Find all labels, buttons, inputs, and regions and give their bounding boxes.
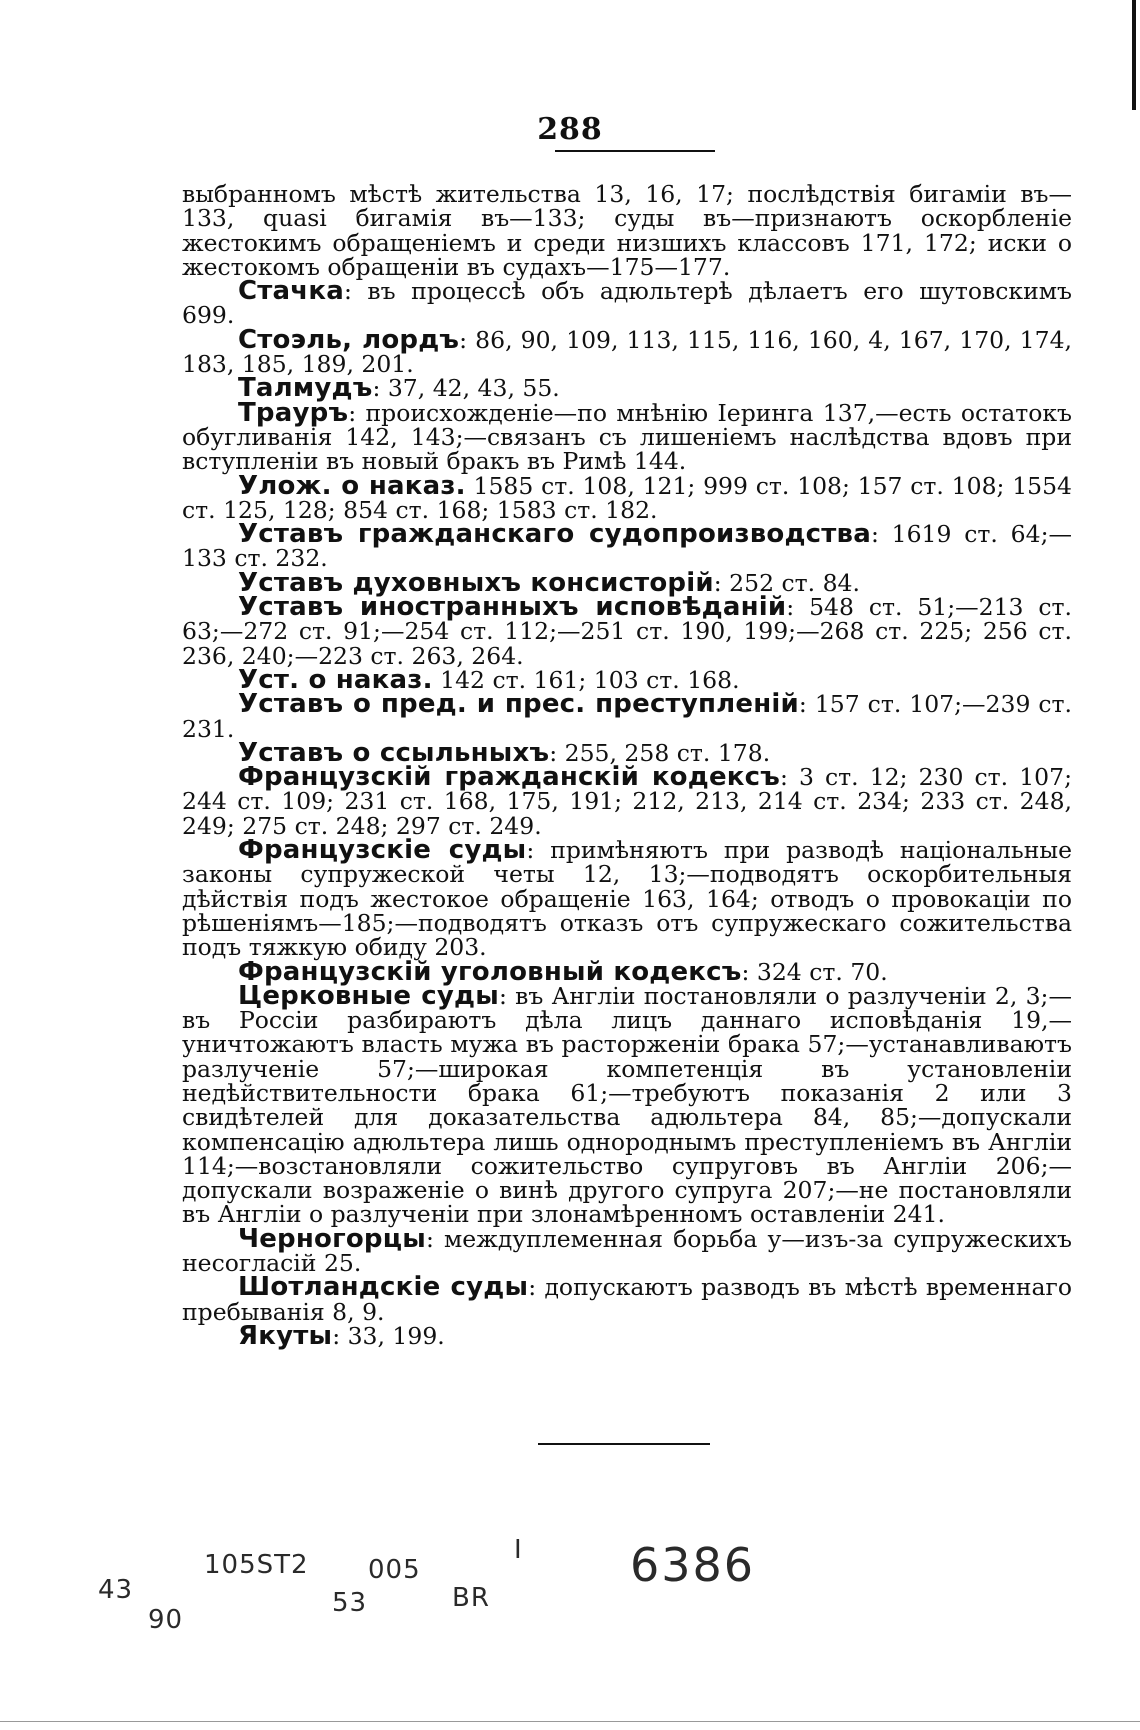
index-entry	[182, 397, 1072, 476]
entry-text: 142 ст. 161; 103 ст. 168.	[432, 665, 740, 694]
entry-term: Трауръ	[238, 397, 349, 428]
index-body	[182, 180, 1073, 1351]
entry-text: : 37, 42, 43, 55.	[372, 374, 560, 403]
entry-text: : примѣняютъ при разводѣ національные законы супружеской четы 12, 13;—подводятъ оскорбительныя дѣйствія подъ жестокое обращеніе 163, 164; отводъ о провокаціи по рѣшеніямъ—185;—подводятъ отказъ отъ супружескаго сожительства подъ тяжкую обиду 203.	[182, 836, 1072, 962]
entry-term: Талмудъ	[238, 373, 373, 404]
shelf-mark-br: BR	[452, 1583, 490, 1613]
entry-text: : 255, 258 ст. 178.	[549, 738, 771, 767]
index-entry	[182, 835, 1072, 962]
entry-term: Стоэль, лордъ	[238, 324, 460, 355]
entry-text: : междуплеменная борьба у—изъ-за супружескихъ несогласій 25.	[182, 1224, 1072, 1278]
index-entry	[182, 1320, 1072, 1351]
entry-text: : 324 ст. 70.	[741, 957, 888, 986]
entry-term: Уставъ о пред. и прес. преступленій	[238, 689, 799, 720]
entry-term: Стачка	[238, 276, 344, 307]
entry-term: Церковные суды	[238, 980, 499, 1011]
header-rule	[555, 150, 715, 152]
index-entry	[182, 762, 1072, 840]
entry-term: Уст. о наказ.	[238, 664, 433, 695]
entry-term: Уставъ духовныхъ консисторій	[238, 567, 714, 598]
shelf-mark-43: 43	[98, 1575, 134, 1605]
entry-term: Уставъ о ссыльныхъ	[238, 737, 550, 768]
entry-text: : въ Англіи постановляли о разлученіи 2, 3;—въ Россіи разбираютъ дѣла лицъ даннаго исповѣданія 19,—уничтожаютъ власть мужа въ расторженіи брака 57;—устанавливаютъ разлученіе 57;—широкая компетенція въ установленіи недѣйствительности брака 61;—требуютъ показанія 2 или 3 свидѣтелей для доказательства адюльтера 84, 85;—допускали компенсацію адюльтера лишь однороднымъ преступленіемъ въ Англіи 114;—возстановляли сожительство супруговъ въ Англіи 206;—допускали возраженіе о винѣ другого супруга 207;—не постановляли въ Англіи о разлученіи при злонамѣренномъ оставленіи 241.	[182, 981, 1072, 1229]
entry-term: Французскій уголовный кодексъ	[238, 956, 742, 987]
entry-text: : 1619 ст. 64;—133 ст. 232.	[182, 520, 1072, 573]
index-entry	[182, 470, 1073, 524]
shelf-mark-90: 90	[148, 1605, 184, 1635]
entry-text: : 86, 90, 109, 113, 115, 116, 160, 4, 167, 170, 174, 183, 185, 189, 201.	[182, 325, 1072, 379]
index-entry	[182, 689, 1073, 743]
entry-text: : 548 ст. 51;—213 ст. 63;—272 ст. 91;—254 ст. 112;—251 ст. 190, 199;—268 ст. 225; 256 ст. 236, 240;—223 ст. 263, 264.	[182, 593, 1073, 670]
entry-term: Шотландскіе суды	[238, 1272, 529, 1303]
entry-text: : 157 ст. 107;—239 ст. 231.	[182, 690, 1073, 743]
entry-text: : допускаютъ разводъ въ мѣстѣ временнаго пребыванія 8, 9.	[182, 1273, 1072, 1326]
entry-text: : 33, 199.	[332, 1321, 445, 1350]
index-entry	[182, 592, 1073, 670]
scan-bottom-edge	[0, 1721, 1140, 1722]
index-entry	[182, 519, 1072, 573]
shelf-mark-105st2: 105ST2	[204, 1550, 309, 1580]
entry-text: : происхожденіе—по мнѣнію Іеринга 137,—есть остатокъ обугливанія 142, 143;—связанъ съ лишеніемъ наслѣдства вдовъ при вступленіи въ новый бракъ въ Римѣ 144.	[182, 398, 1072, 476]
entry-term: Улож. о наказ.	[238, 470, 466, 501]
shelf-mark-6386: 6386	[630, 1538, 756, 1592]
shelf-mark-005: 005	[368, 1555, 421, 1585]
index-entry	[182, 324, 1072, 379]
index-entry	[182, 1272, 1072, 1326]
shelf-mark-i: I	[514, 1535, 523, 1565]
entry-term: Уставъ иностранныхъ исповѣданій	[238, 592, 787, 623]
entry-term: Якуты	[238, 1320, 333, 1351]
page-number: 288	[537, 112, 603, 147]
index-entry	[182, 980, 1072, 1229]
shelf-mark-53: 53	[332, 1588, 368, 1618]
index-entry	[182, 1223, 1072, 1278]
entry-term: Французскій гражданскій кодексъ	[238, 762, 780, 793]
intro-paragraph: выбранномъ мѣстѣ жительства 13, 16, 17; послѣдствія бигаміи въ—133, quasi бигамія въ—133; суды въ—признаютъ оскорбленіе жестокимъ обращеніемъ и среди низшихъ классовъ 171, 172; иски о жестокомъ обращеніи въ судахъ—175—177.	[182, 180, 1072, 281]
entry-term: Французскіе суды	[238, 835, 527, 866]
entry-text: : 3 ст. 12; 230 ст. 107; 244 ст. 109; 231 ст. 168, 175, 191; 212, 213, 214 ст. 234; 233 ст. 248, 249; 275 ст. 248; 297 ст. 249.	[182, 763, 1072, 840]
entry-term: Уставъ гражданскаго судопроизводства	[238, 519, 871, 550]
entry-term: Черногорцы	[238, 1223, 426, 1254]
entry-text: 1585 ст. 108, 121; 999 ст. 108; 157 ст. 108; 1554 ст. 125, 128; 854 ст. 168; 1583 ст. 182.	[182, 471, 1073, 524]
entry-text: : въ процессѣ объ адюльтерѣ дѣлаетъ его шутовскимъ 699.	[182, 277, 1072, 330]
scan-edge-bar	[1132, 0, 1136, 110]
entry-text: : 252 ст. 84.	[713, 568, 860, 597]
index-entry	[182, 276, 1072, 330]
end-rule	[538, 1443, 710, 1445]
